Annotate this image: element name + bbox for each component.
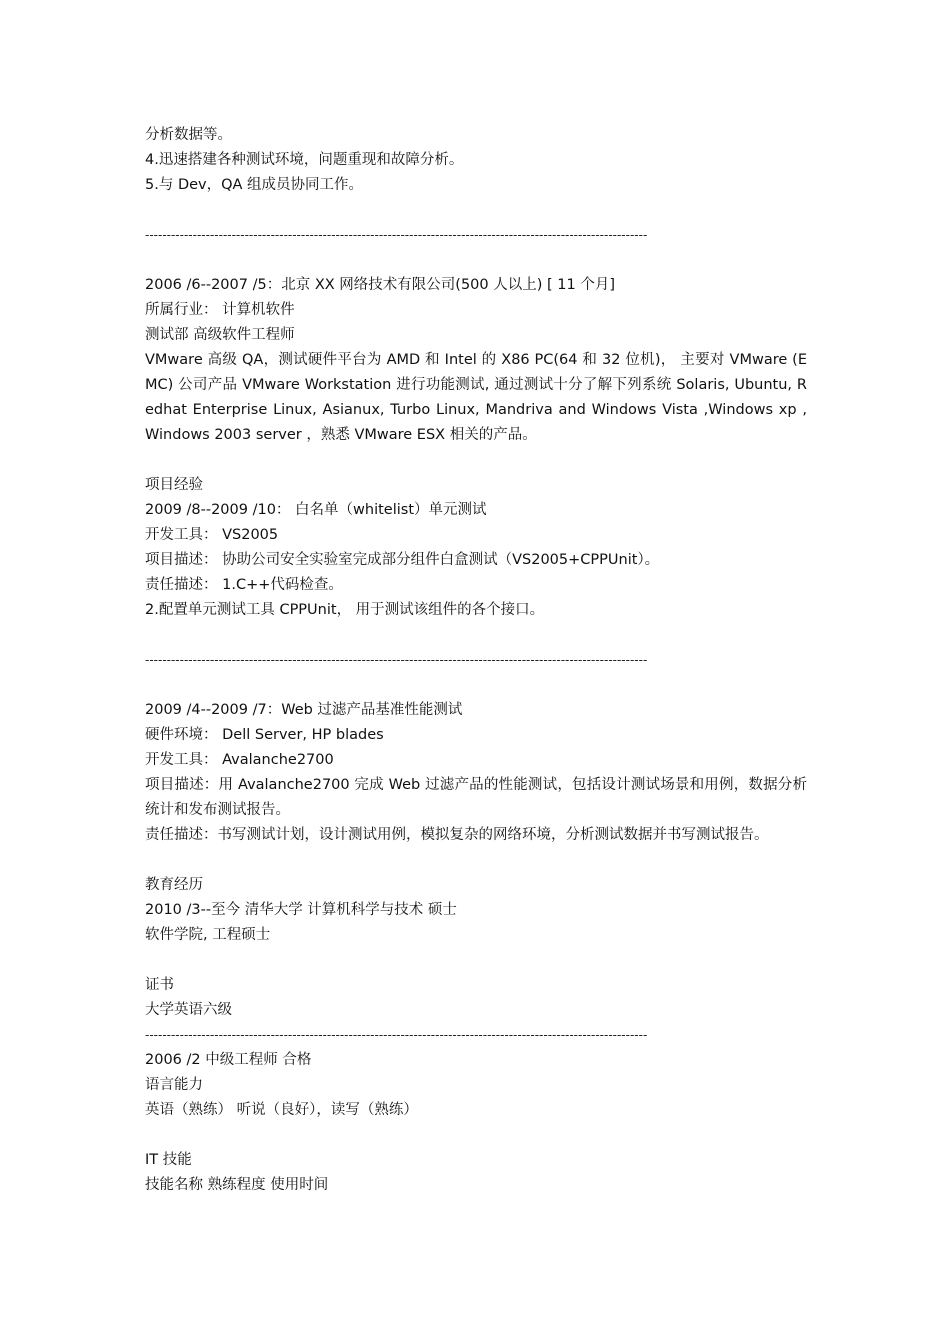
blank-line [145,1123,807,1148]
blank-line [145,248,807,273]
text-line: 4.迅速搭建各种测试环境，问题重现和故障分析。 [145,152,464,168]
separator-rule: -------------------------------------------------------------------------------------------------------------------- [145,228,648,242]
blank-line [145,198,807,223]
blank-line [145,673,807,698]
section-heading-projects: 项目经验 [145,477,203,493]
section-heading-education: 教育经历 [145,877,203,893]
job-title: 测试部 高级软件工程师 [145,327,295,343]
project-header: 2009 /4--2009 /7：Web 过滤产品基准性能测试 [145,702,463,718]
blank-line [145,848,807,873]
project-duty: 2.配置单元测试工具 CPPUnit， 用于测试该组件的各个接口。 [145,602,545,618]
project-hardware: 硬件环境： Dell Server, HP blades [145,727,384,743]
education-entry: 2010 /3--至今 清华大学 计算机科学与技术 硕士 [145,902,457,918]
project-header: 2009 /8--2009 /10： 白名单（whitelist）单元测试 [145,502,487,518]
it-skills-columns: 技能名称 熟练程度 使用时间 [145,1177,329,1193]
certificate-item: 大学英语六级 [145,1002,232,1018]
project-duty: 责任描述：书写测试计划，设计测试用例，模拟复杂的网络环境，分析测试数据并书写测试报告。 [145,827,769,843]
separator-rule: -------------------------------------------------------------------------------------------------------------------- [145,1028,648,1042]
blank-line [145,948,807,973]
blank-line [145,623,807,648]
separator-rule: -------------------------------------------------------------------------------------------------------------------- [145,653,648,667]
project-description: 项目描述： 协助公司安全实验室完成部分组件白盒测试（VS2005+CPPUnit）。 [145,552,660,568]
section-heading-it-skills: IT 技能 [145,1152,192,1168]
language-entry: 英语（熟练） 听说（良好），读写（熟练） [145,1102,418,1118]
job-header: 2006 /6--2007 /5：北京 XX 网络技术有限公司(500 人以上) [ 11 个月] [145,277,615,293]
project-tools: 开发工具： Avalanche2700 [145,752,334,768]
blank-line [145,448,807,473]
resume-content [145,123,807,1198]
project-tools: 开发工具： VS2005 [145,527,279,543]
text-line: 5.与 Dev，QA 组成员协同工作。 [145,177,364,193]
job-description: VMware 高级 QA，测试硬件平台为 AMD 和 Intel 的 X86 PC(64 和 32 位机)， 主要对 VMware (EMC) 公司产品 VMware Workstation 进行功能测试, 通过测试十分了解下列系统 Solaris, Ubuntu, Redhat Enterprise Linux, Asianux, Turbo Linux, Mandriva and Windows Vista ,Windows xp , Windows 2003 server ，熟悉 VMware ESX 相关的产品。 [145,352,807,443]
job-industry: 所属行业： 计算机软件 [145,302,295,318]
project-duty: 责任描述： 1.C++代码检查。 [145,577,343,593]
text-line: 分析数据等。 [145,127,232,143]
section-heading-certificates: 证书 [145,977,174,993]
education-detail: 软件学院, 工程硕士 [145,927,271,943]
certificate-item: 2006 /2 中级工程师 合格 [145,1052,312,1068]
project-description: 项目描述：用 Avalanche2700 完成 Web 过滤产品的性能测试，包括设计测试场景和用例，数据分析统计和发布测试报告。 [145,777,807,818]
section-heading-languages: 语言能力 [145,1077,203,1093]
